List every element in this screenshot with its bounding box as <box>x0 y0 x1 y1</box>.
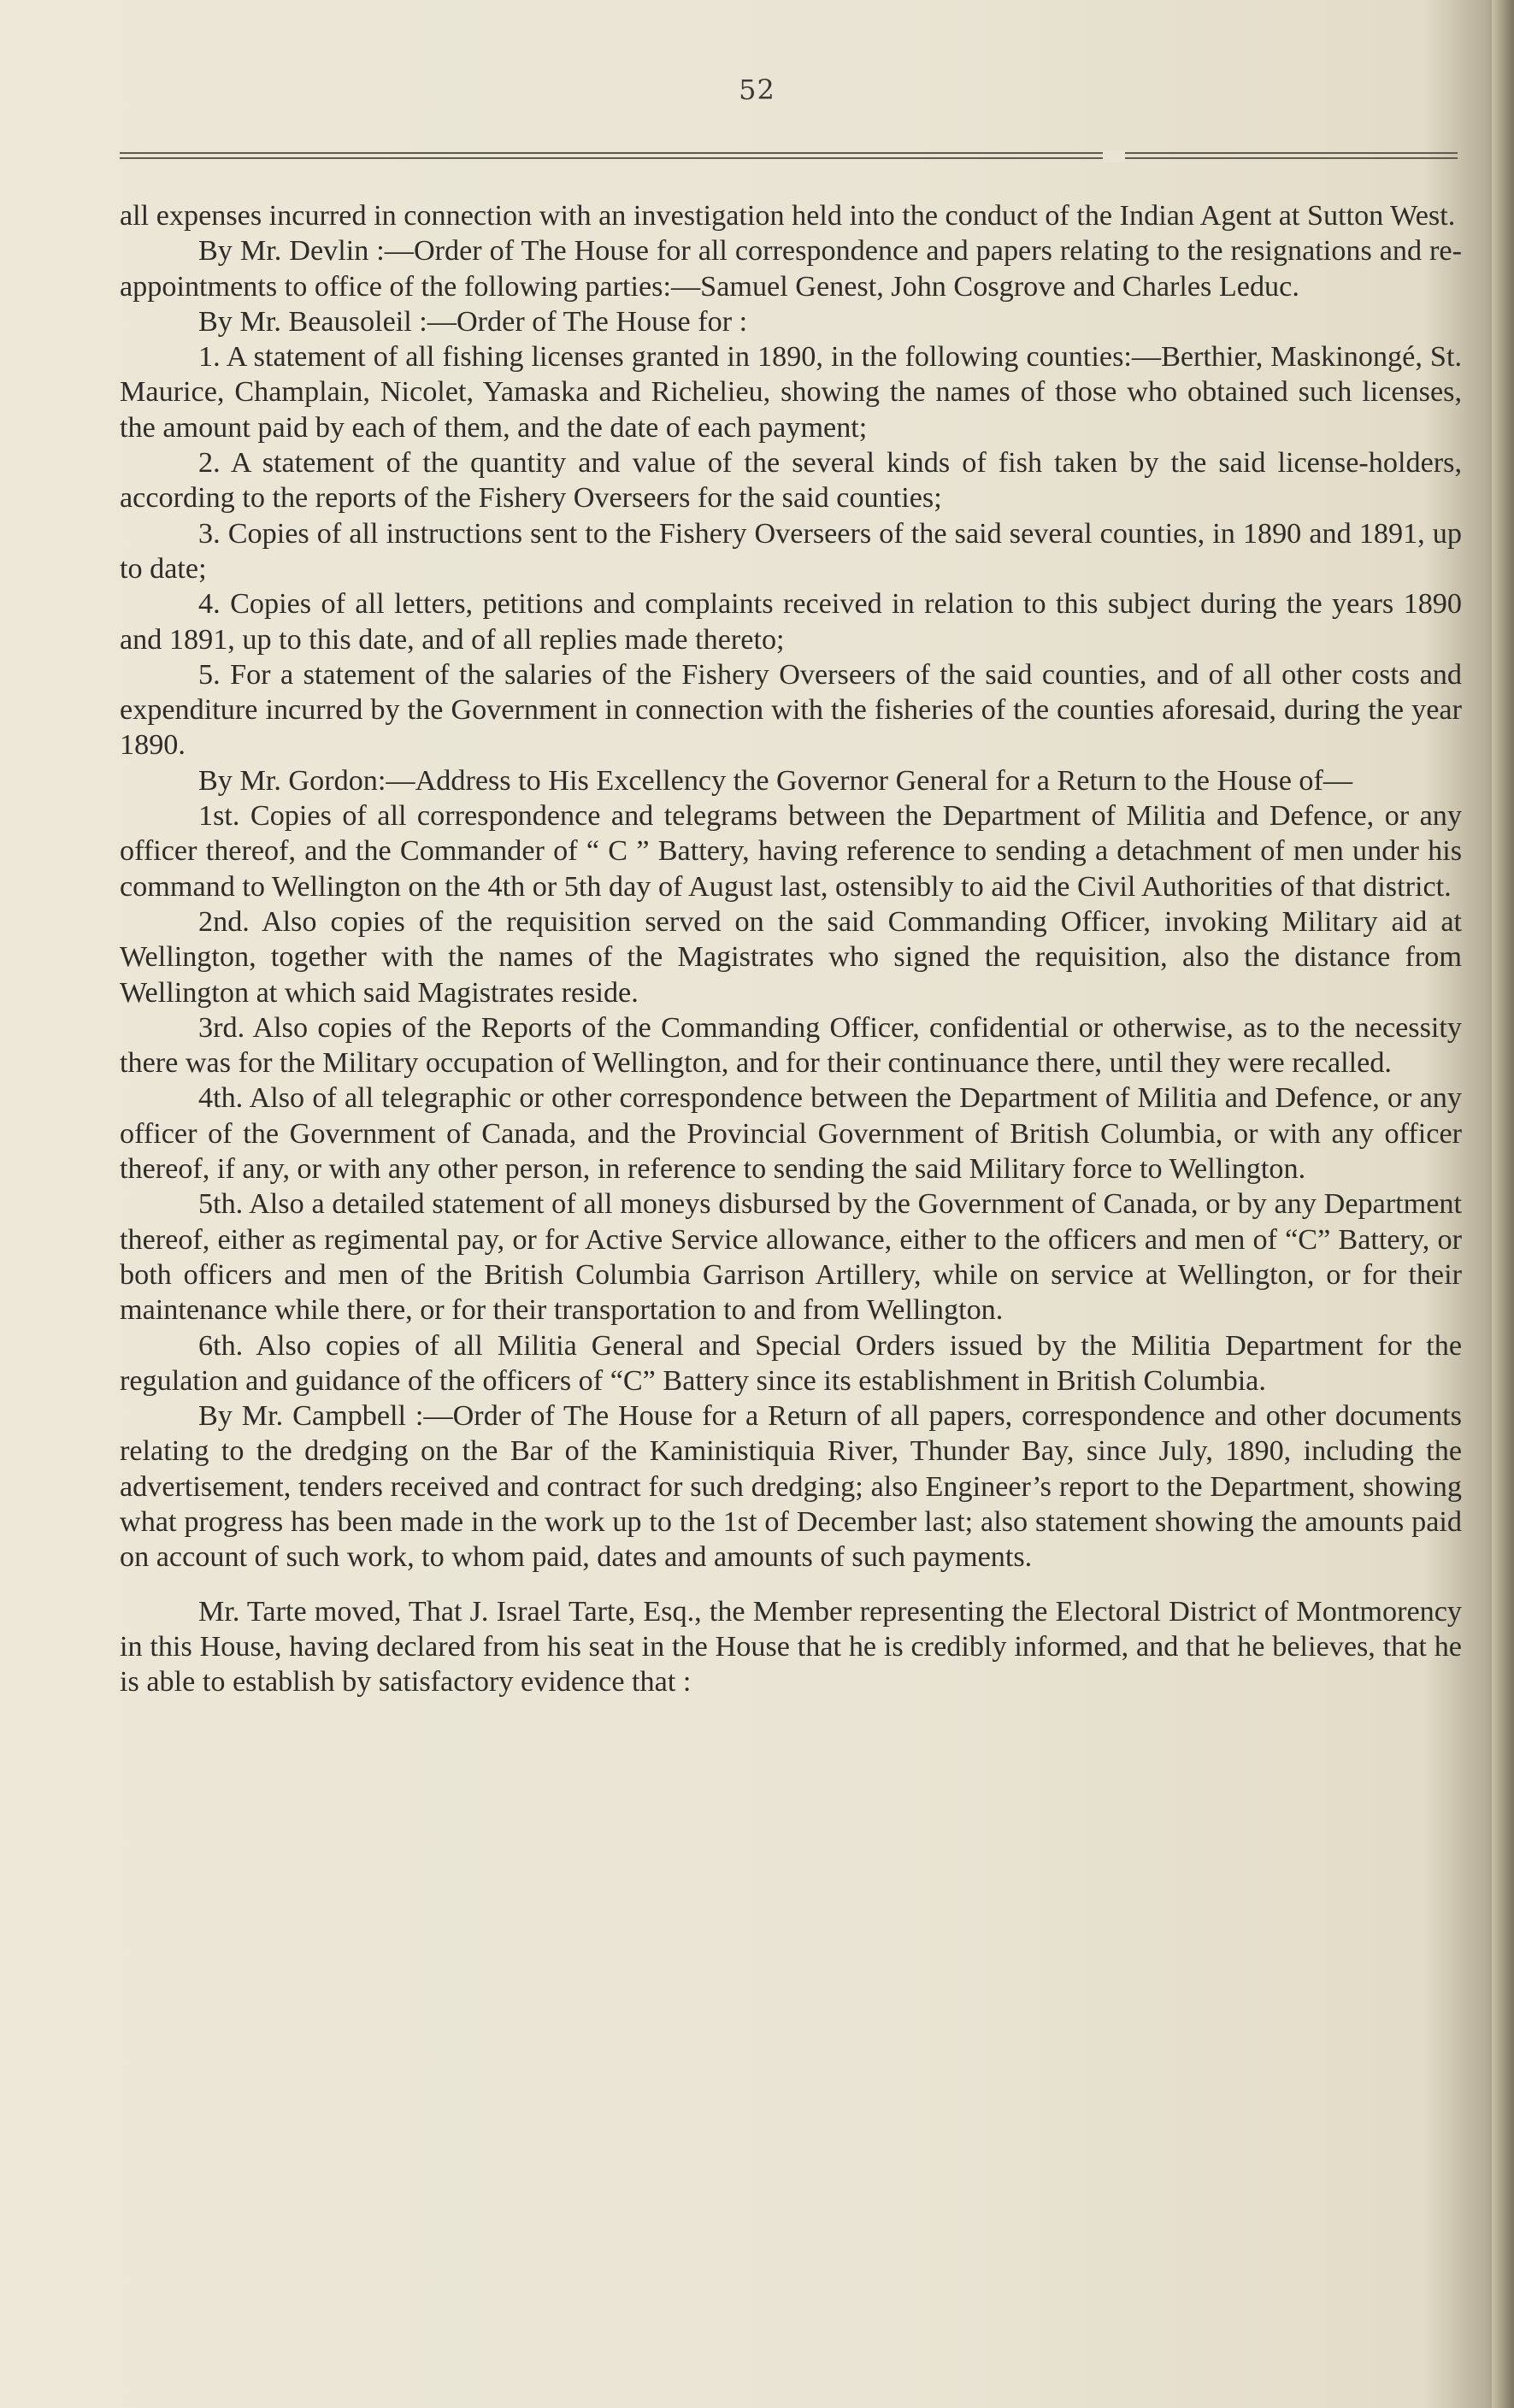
paragraph-3rd: 3rd. Also copies of the Reports of the Commanding Officer, confidential or otherwise, as to the necessity there was for the Military occupation of Wellington, and for their continuance there, until they were recalled. <box>120 1011 1462 1080</box>
header-rule-line-bottom <box>120 157 1458 159</box>
paragraph-4th: 4th. Also of all telegraphic or other correspondence between the Department of Militia and Defence, or any officer of the Government of Canada, and the Provincial Government of British Columbia, or with any officer thereof, if any, or with any other person, in reference to sending the said Military force to Wellington. <box>120 1082 1462 1186</box>
paragraph-6th: 6th. Also copies of all Militia General and Special Orders issued by the Militia Department for the regulation and guidance of the officers of “C” Battery since its establishment in British Columbia. <box>120 1329 1462 1397</box>
paragraph-item-2: 2. A statement of the quantity and value of the several kinds of fish taken by the said license-holders, according to the reports of the Fishery Overseers for the said counties; <box>120 447 1462 515</box>
page-edge-shadow <box>1492 0 1514 2408</box>
header-rule <box>120 152 1458 161</box>
paragraph-item-5: 5. For a statement of the salaries of the Fishery Overseers of the said counties, and of all other costs and expenditure incurred by the Government in connection with the fisheries of the counties aforesaid, during the year 1890. <box>120 658 1462 762</box>
paragraph-tarte-motion: Mr. Tarte moved, That J. Israel Tarte, Esq., the Member representing the Electoral District of Montmorency in this House, having declared from his seat in the House that he is credibly informed, and that he believes, that he is able to establish by satisfactory evidence that : <box>120 1595 1462 1699</box>
paragraph-gordon-address: By Mr. Gordon:—Address to His Excellency the Governor General for a Return to the House of— <box>198 764 1353 797</box>
paragraph-devlin-order: By Mr. Devlin :—Order of The House for all correspondence and papers relating to the resignations and re-appointments to office of the following parties:—Samuel Genest, John Cosgrove and Charles Leduc. <box>120 235 1462 303</box>
paragraph-beausoleil-order: By Mr. Beausoleil :—Order of The House for : <box>198 305 748 338</box>
paragraph-item-3: 3. Copies of all instructions sent to the Fishery Overseers of the said several counties, in 1890 and 1891, up to date; <box>120 517 1462 585</box>
paragraph-item-4: 4. Copies of all letters, petitions and complaints received in relation to this subject during the years 1890 and 1891, up to this date, and of all replies made thereto; <box>120 588 1462 656</box>
paragraph-2nd: 2nd. Also copies of the requisition served on the said Commanding Officer, invoking Military aid at Wellington, together with the names of the Magistrates who signed the requisition, also the distance from Wellington at which said Magistrates reside. <box>120 905 1462 1009</box>
paragraph-item-1: 1. A statement of all fishing licenses granted in 1890, in the following counties:—Berthier, Maskinongé, St. Maurice, Champlain, Nicolet, Yamaska and Richelieu, showing the names of those who obtained such licenses, the amount paid by each of them, and the date of each payment; <box>120 341 1462 444</box>
paragraph-5th: 5th. Also a detailed statement of all moneys disbursed by the Government of Canada, or by any Department thereof, either as regimental pay, or for Active Service allowance, either to the officers and men of “C” Battery, or both officers and men of the British Columbia Garrison Artillery, while on service at Wellington, or for their maintenance while there, or for their transportation to and from Wellington. <box>120 1188 1462 1327</box>
header-rule-line-top <box>120 152 1458 154</box>
paragraph-continuation: all expenses incurred in connection with an investigation held into the conduct of the Indian Agent at Sutton West. <box>120 200 1456 232</box>
header-rule-gap <box>1103 150 1125 162</box>
page-number: 52 <box>739 74 775 106</box>
paragraph-1st: 1st. Copies of all correspondence and telegrams between the Department of Militia and Defence, or any officer thereof, and the Commander of “ C ” Battery, having reference to sending a detachment of men under his command to Wellington on the 4th or 5th day of August last, ostensibly to aid the Civil Authorities of that district. <box>120 800 1462 903</box>
body-text <box>120 198 1462 1699</box>
paragraph-campbell-order: By Mr. Campbell :—Order of The House for a Return of all papers, correspondence and other documents relating to the dredging on the Bar of the Kaministiquia River, Thunder Bay, since July, 1890, including the advertisement, tenders received and contract for such dredging; also Engineer’s report to the Department, showing what progress has been made in the work up to the 1st of December last; also statement showing the amounts paid on account of such work, to whom paid, dates and amounts of such payments. <box>120 1400 1462 1574</box>
